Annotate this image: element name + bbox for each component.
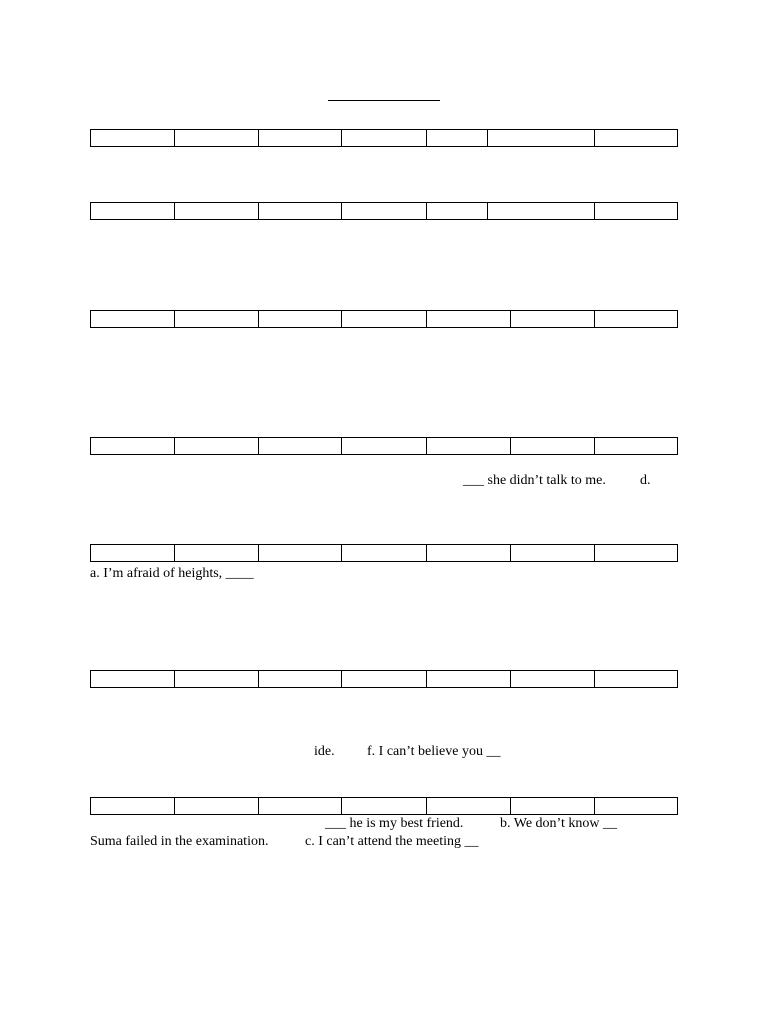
sentence-fragment: Suma failed in the examination. <box>90 834 269 849</box>
sentence-fragment: ide. <box>314 744 335 759</box>
table-row <box>90 202 678 220</box>
sentence-b: b. We don’t know __ <box>500 816 617 831</box>
sentence-fragment: ___ she didn’t talk to me. <box>463 473 606 488</box>
sentence-fragment: ___ he is my best friend. <box>325 816 464 831</box>
option-label: d. <box>640 473 651 488</box>
table-row <box>90 670 678 688</box>
sentence-a: a. I’m afraid of heights, ____ <box>90 566 254 581</box>
table-row <box>90 129 678 147</box>
table-row <box>90 797 678 815</box>
table-row <box>90 437 678 455</box>
sentence-f: f. I can’t believe you __ <box>367 744 501 759</box>
title-blank-line <box>328 100 440 101</box>
table-row <box>90 544 678 562</box>
table-row <box>90 310 678 328</box>
sentence-c: c. I can’t attend the meeting __ <box>305 834 479 849</box>
